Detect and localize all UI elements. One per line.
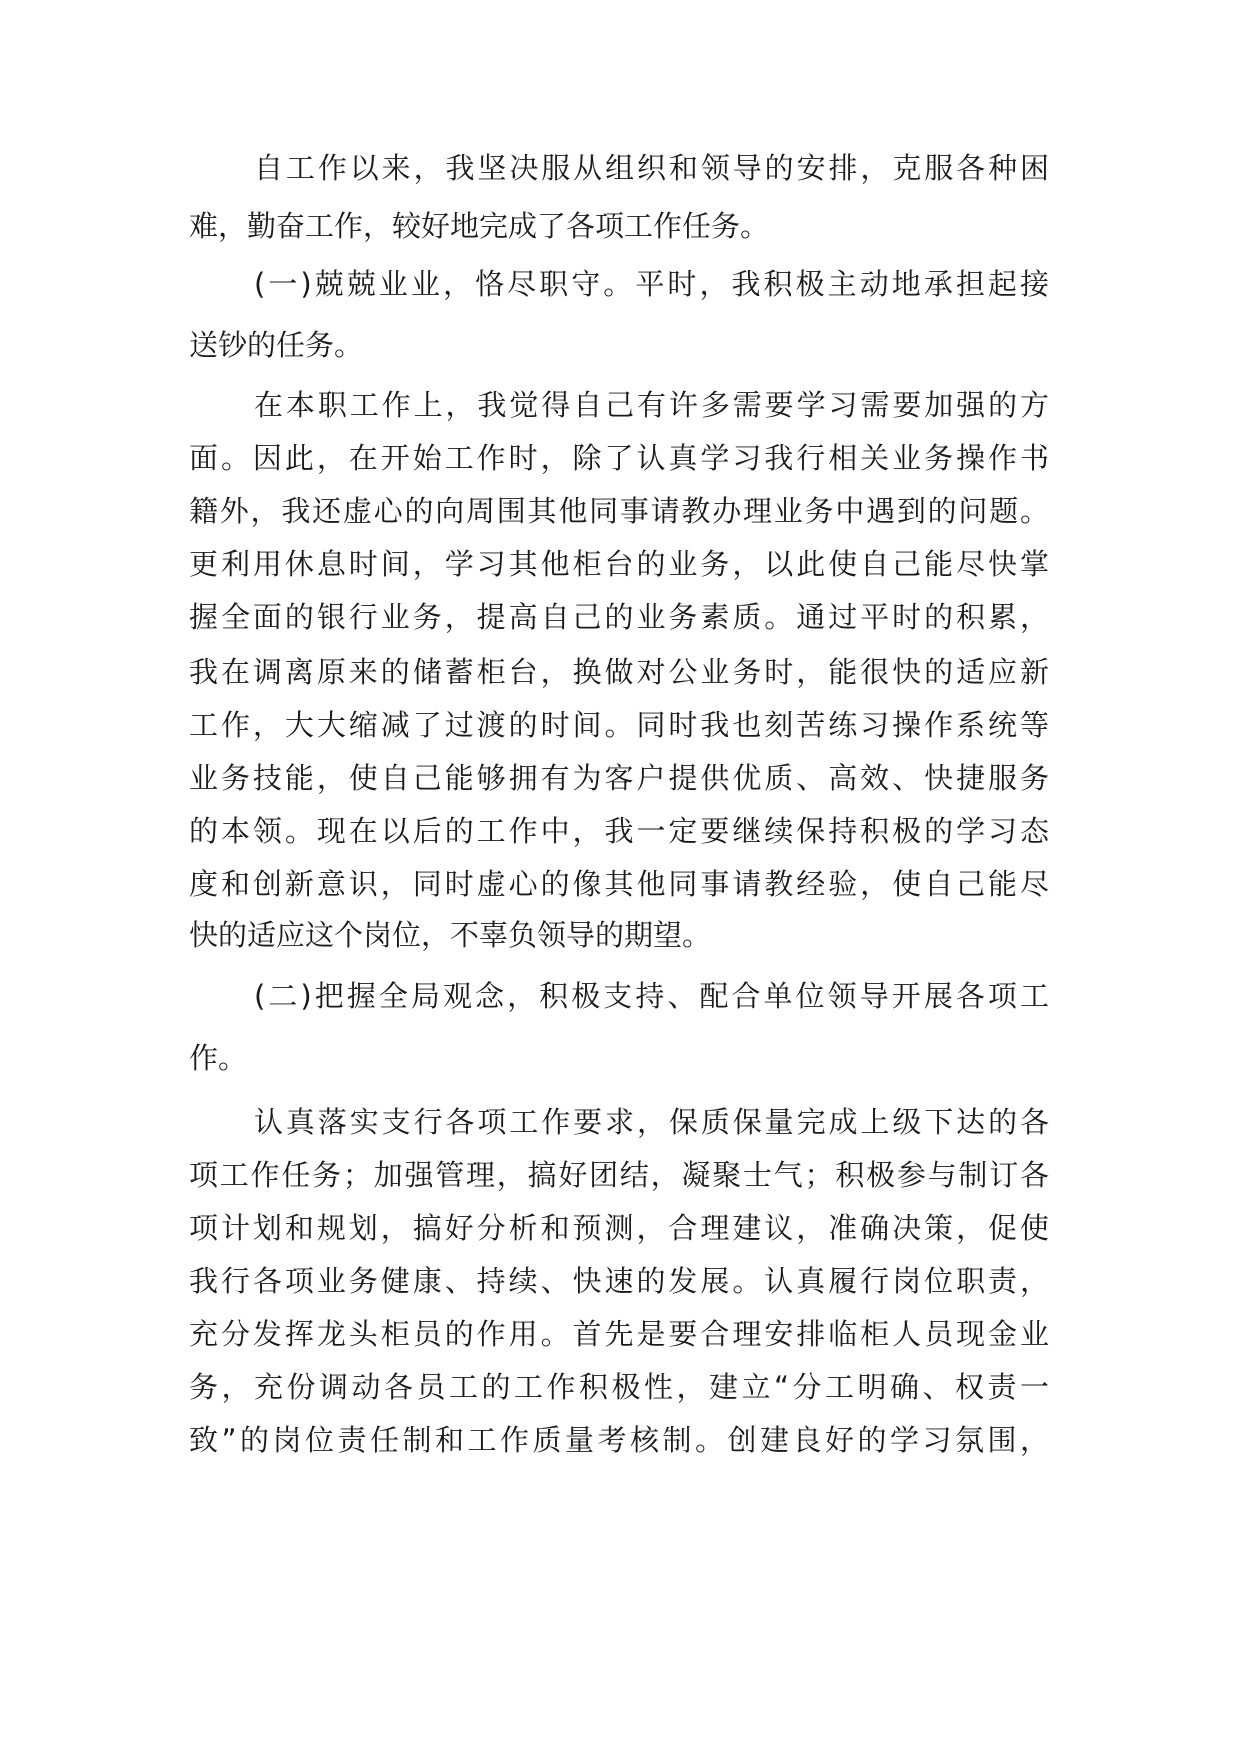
- text-line: 握全面的银行业务，提高自己的业务素质。通过平时的积累，: [189, 600, 1049, 634]
- text-line: 更利用休息时间，学习其他柜台的业务，以此使自己能尽快掌: [189, 547, 1049, 581]
- text-line: 项工作任务；加强管理，搞好团结，凝聚士气；积极参与制订各: [189, 1158, 1049, 1192]
- text-line: 自工作以来，我坚决服从组织和领导的安排，克服各种困: [254, 151, 1049, 185]
- text-line: 难，勤奋工作，较好地完成了各项工作任务。: [189, 209, 770, 243]
- text-line: 的本领。现在以后的工作中，我一定要继续保持积极的学习态: [189, 814, 1049, 848]
- text-line: 充分发挥龙头柜员的作用。首先是要合理安排临柜人员现金业: [189, 1317, 1049, 1351]
- text-line: 致”的岗位责任制和工作质量考核制。创建良好的学习氛围，: [189, 1423, 1049, 1457]
- text-line: 项计划和规划，搞好分析和预测，合理建议，准确决策，促使: [189, 1211, 1049, 1245]
- text-line: 工作，大大缩减了过渡的时间。同时我也刻苦练习操作系统等: [189, 708, 1049, 742]
- text-line: 度和创新意识，同时虚心的像其他同事请教经验，使自己能尽: [189, 867, 1049, 901]
- text-line: 作。: [189, 1041, 248, 1075]
- text-line: 在本职工作上，我觉得自己有许多需要学习需要加强的方: [254, 388, 1049, 422]
- text-line: 认真落实支行各项工作要求，保质保量完成上级下达的各: [254, 1105, 1049, 1139]
- text-line: 送钞的任务。: [189, 328, 364, 362]
- text-line: (二)把握全局观念，积极支持、配合单位领导开展各项工: [254, 979, 1049, 1013]
- text-line: 面。因此，在开始工作时，除了认真学习我行相关业务操作书: [189, 441, 1049, 475]
- text-line: (一)兢兢业业，恪尽职守。平时，我积极主动地承担起接: [254, 267, 1049, 301]
- text-line: 籍外，我还虚心的向周围其他同事请教办理业务中遇到的问题。: [189, 494, 1049, 528]
- text-line: 业务技能，使自己能够拥有为客户提供优质、高效、快捷服务: [189, 761, 1049, 795]
- text-line: 我行各项业务健康、持续、快速的发展。认真履行岗位职责，: [189, 1264, 1049, 1298]
- text-line: 快的适应这个岗位，不辜负领导的期望。: [189, 918, 712, 952]
- text-line: 我在调离原来的储蓄柜台，换做对公业务时，能很快的适应新: [189, 655, 1049, 689]
- text-line: 务，充份调动各员工的工作积极性，建立“分工明确、权责一: [189, 1370, 1049, 1404]
